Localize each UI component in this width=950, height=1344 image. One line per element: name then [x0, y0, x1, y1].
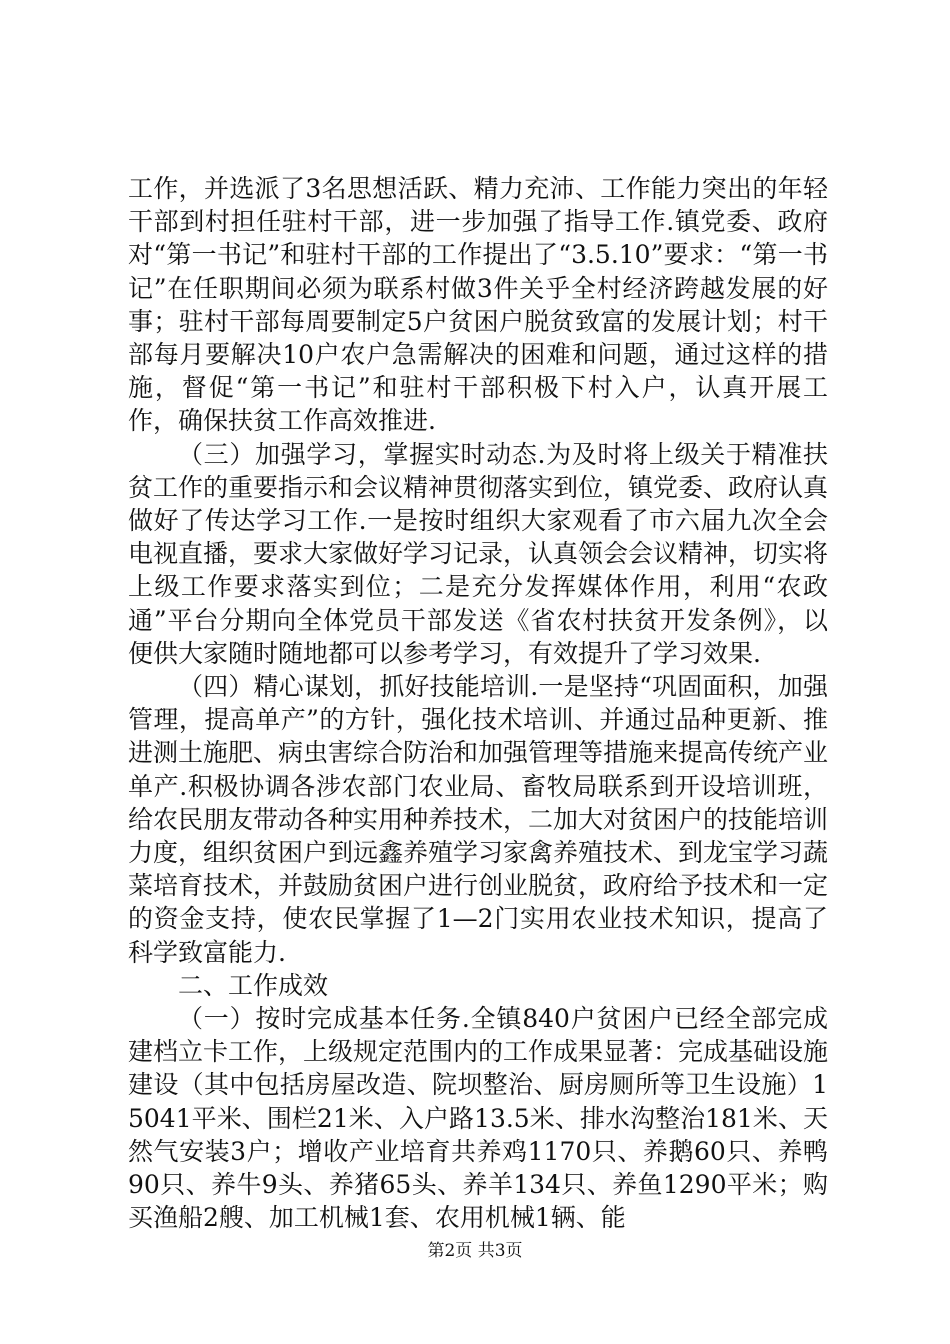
paragraph-skills-training-section: （四）精心谋划，抓好技能培训.一是坚持“巩固面积，加强管理，提高单产”的方针，强化技术培训、并通过品种更新、推进测土施肥、病虫害综合防治和加强管理等措施来提高传统产业单产.积极协调各涉农部门农业局、畜牧局联系到开设培训班，给农民朋友带动各种实用种养技术，二加大对贫困户的技能培训力度，组织贫困户到远鑫养殖学习家禽养殖技术、到龙宝学习蔬菜培育技术，并鼓励贫困户进行创业脱贫，政府给予技术和一定的资金支持，使农民掌握了1—2门实用农业技术知识，提高了科学致富能力. — [128, 672, 829, 967]
paragraph-cadre-assignment: 工作，并选派了3名思想活跃、精力充沛、工作能力突出的年轻干部到村担任驻村干部，进一步加强了指导工作.镇党委、政府对“第一书记”和驻村干部的工作提出了“3.5.10”要求：“第一书记”在任职期间必须为联系村做3件关乎全村经济跨越发展的好事；驻村干部每周要制定5户贫困户脱贫致富的发展计划；村干部每月要解决10户农户急需解决的困难和问题，通过这样的措施，督促“第一书记”和驻村干部积极下村入户，认真开展工作，确保扶贫工作高效推进. — [128, 174, 828, 436]
page-number-footer: 第2页 共3页 — [427, 1241, 523, 1261]
paragraph-basic-tasks-section: （一）按时完成基本任务.全镇840户贫困户已经全部完成建档立卡工作，上级规定范围内的工作成果显著：完成基础设施建设（其中包括房屋改造、院坝整治、厨房厕所等卫生设施）15041平米、围栏21米、入户路13.5米、排水沟整治181米、天然气安装3户；增收产业培育共养鸡1170只、养鹅60只、养鸭90只、养牛9头、养猪65头、养羊134只、养鱼1290平米；购买渔船2艘、加工机械1套、农用机械1辆、能 — [128, 1004, 829, 1233]
section-heading-work-results: 二、工作成效 — [178, 970, 329, 1000]
document-body — [128, 172, 828, 1235]
paragraph-study-section: （三）加强学习，掌握实时动态.为及时将上级关于精准扶贫工作的重要指示和会议精神贯彻落实到位，镇党委、政府认真做好了传达学习工作.一是按时组织大家观看了市六届九次全会电视直播，要求大家做好学习记录，认真领会会议精神，切实将上级工作要求落实到位；二是充分发挥媒体作用，利用“农政通”平台分期向全体党员干部发送《省农村扶贫开发条例》，以便供大家随时随地都可以参考学习，有效提升了学习效果. — [128, 439, 829, 668]
